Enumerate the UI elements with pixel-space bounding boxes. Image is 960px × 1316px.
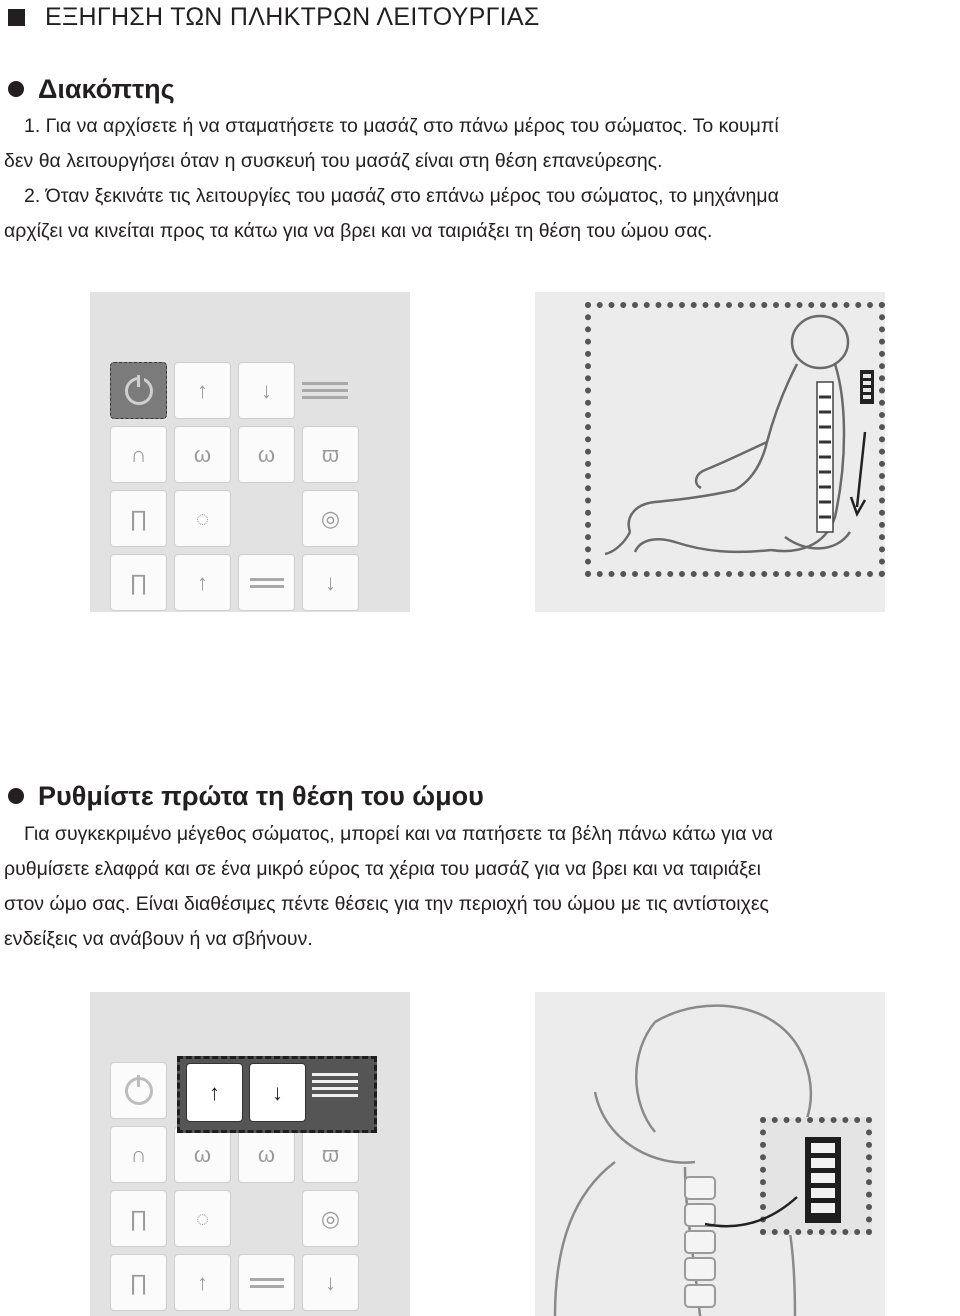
switch-line-3: 2. Όταν ξεκινάτε τις λειτουργίες του μασάζ στο επάνω μέρος του σώματος, το μηχάνημα <box>24 185 779 207</box>
seated-body-illustration <box>535 292 885 612</box>
switch-line-4: αρχίζει να κινείται προς τα κάτω για να βρει και να ταιριάξει τη θέση του ώμου σας. <box>4 220 713 242</box>
chair-side-figure <box>535 292 885 612</box>
knead-icon: ω <box>193 1141 212 1167</box>
mode-key-7 <box>302 490 359 547</box>
airbag-icon: ◌ <box>195 505 210 531</box>
arrow-down-icon: ↓ <box>325 1269 336 1295</box>
switch-line-1: 1. Για να αρχίσετε ή να σταματήσετε το μασάζ στο πάνω μέρος του σώματος. Το κουμπί <box>24 115 779 137</box>
shoulder-down-key <box>238 362 295 419</box>
mode-key-5 <box>110 490 167 547</box>
recline-label-key <box>238 1254 295 1311</box>
square-bullet-icon <box>8 9 25 26</box>
control-panel-figure-1 <box>90 292 410 612</box>
shoulder-indicator <box>302 362 359 419</box>
arrow-down-icon: ↓ <box>261 377 272 403</box>
bullet-icon <box>8 788 24 804</box>
switch-line-2: δεν θα λειτουργήσει όταν η συσκευή του μασάζ είναι στη θέση επανεύρεσης. <box>4 150 663 172</box>
shoulder-paragraph <box>4 817 956 957</box>
mode-key-4 <box>302 1126 359 1183</box>
seat-icon: ∏ <box>129 1269 148 1295</box>
foot-icon: ◎ <box>320 505 341 531</box>
shoulder-closeup-figure <box>535 992 885 1316</box>
arrow-down-icon: ↓ <box>272 1079 283 1105</box>
foot-shape <box>605 532 630 554</box>
keypad-gap <box>238 1190 295 1247</box>
power-icon <box>125 377 153 405</box>
mode-key-2 <box>174 1126 231 1183</box>
shoulder-line-1: Για συγκεκριμένο μέγεθος σώματος, μπορεί και να πατήσετε τα βέλη πάνω κάτω για να <box>24 823 773 845</box>
mode-key-8 <box>110 554 167 611</box>
knead-icon: ω <box>193 441 212 467</box>
movement-arrow <box>851 432 865 514</box>
massage-icon: ∩ <box>130 1141 147 1167</box>
control-keypad <box>110 362 359 611</box>
shoulder-up-key <box>186 1063 243 1122</box>
indicator-zoom <box>535 992 885 1316</box>
arrow-up-icon: ↑ <box>209 1079 220 1105</box>
foot-icon: ◎ <box>320 1205 341 1231</box>
tap-icon: ω <box>257 1141 276 1167</box>
shoulder-line-4: ενδείξεις να ανάβουν ή να σβήνουν. <box>4 928 313 950</box>
mode-key-5 <box>110 1190 167 1247</box>
combo-icon: ϖ <box>321 1141 340 1167</box>
recline-down-key <box>302 1254 359 1311</box>
airbag-icon: ◌ <box>195 1205 210 1231</box>
mode-key-3 <box>238 1126 295 1183</box>
shoulder-down-key <box>249 1063 306 1122</box>
arrow-up-icon: ↑ <box>197 1269 208 1295</box>
mode-key-6 <box>174 490 231 547</box>
combo-icon: ϖ <box>321 441 340 467</box>
shoulder-indicator <box>312 1073 358 1097</box>
shoulder-line-3: στον ώμο σας. Είναι διαθέσιμες πέντε θέσεις για την περιοχή του ώμου με τις αντίστοιχες <box>4 893 769 915</box>
arrow-up-icon: ↑ <box>197 377 208 403</box>
arrow-up-icon: ↑ <box>197 569 208 595</box>
shoulder-keys-highlight <box>177 1056 377 1133</box>
recline-down-key <box>302 554 359 611</box>
shoulder-up-key <box>174 362 231 419</box>
keypad-gap <box>238 490 295 547</box>
control-panel-figure-2 <box>90 992 410 1316</box>
pointer-line <box>705 1197 797 1226</box>
position-indicator-small <box>860 370 874 404</box>
recline-label-key <box>238 554 295 611</box>
roller-icon: ∏ <box>129 1205 148 1231</box>
switch-heading <box>8 70 175 108</box>
mode-key-4 <box>302 426 359 483</box>
arrow-down-icon: ↓ <box>325 569 336 595</box>
mode-key-1 <box>110 1126 167 1183</box>
section-title <box>8 0 540 34</box>
thigh-shape <box>629 490 735 532</box>
back-outline <box>735 364 797 490</box>
section-title-text: ΕΞΗΓΗΣΗ ΤΩΝ ΠΛΗΚΤΡΩΝ ΛΕΙΤΟΥΡΓΙΑΣ <box>45 2 540 31</box>
tap-icon: ω <box>257 441 276 467</box>
shoulder-heading <box>8 776 484 816</box>
leg-shape <box>635 539 771 552</box>
arm-shape <box>696 442 767 488</box>
massage-icon: ∩ <box>130 441 147 467</box>
mode-key-7 <box>302 1190 359 1247</box>
seat-icon: ∏ <box>129 569 148 595</box>
mode-key-8 <box>110 1254 167 1311</box>
mode-key-1 <box>110 426 167 483</box>
roller-icon: ∏ <box>129 505 148 531</box>
shoulder-heading-text: Ρυθμίστε πρώτα τη θέση του ώμου <box>38 780 484 811</box>
shoulder-line-2: ρυθμίσετε ελαφρά και σε ένα μικρό εύρος τα χέρια του μασάζ για να βρει και να ταιριάξει <box>4 858 761 880</box>
recline-up-key <box>174 554 231 611</box>
bullet-icon <box>8 81 24 97</box>
mode-key-6 <box>174 1190 231 1247</box>
power-icon <box>125 1077 153 1105</box>
mode-key-3 <box>238 426 295 483</box>
head-shape <box>792 316 848 368</box>
switch-heading-text: Διακόπτης <box>38 73 175 104</box>
power-key <box>110 1062 167 1119</box>
recline-up-key <box>174 1254 231 1311</box>
switch-paragraph <box>4 109 956 249</box>
power-key <box>110 362 167 419</box>
mode-key-2 <box>174 426 231 483</box>
